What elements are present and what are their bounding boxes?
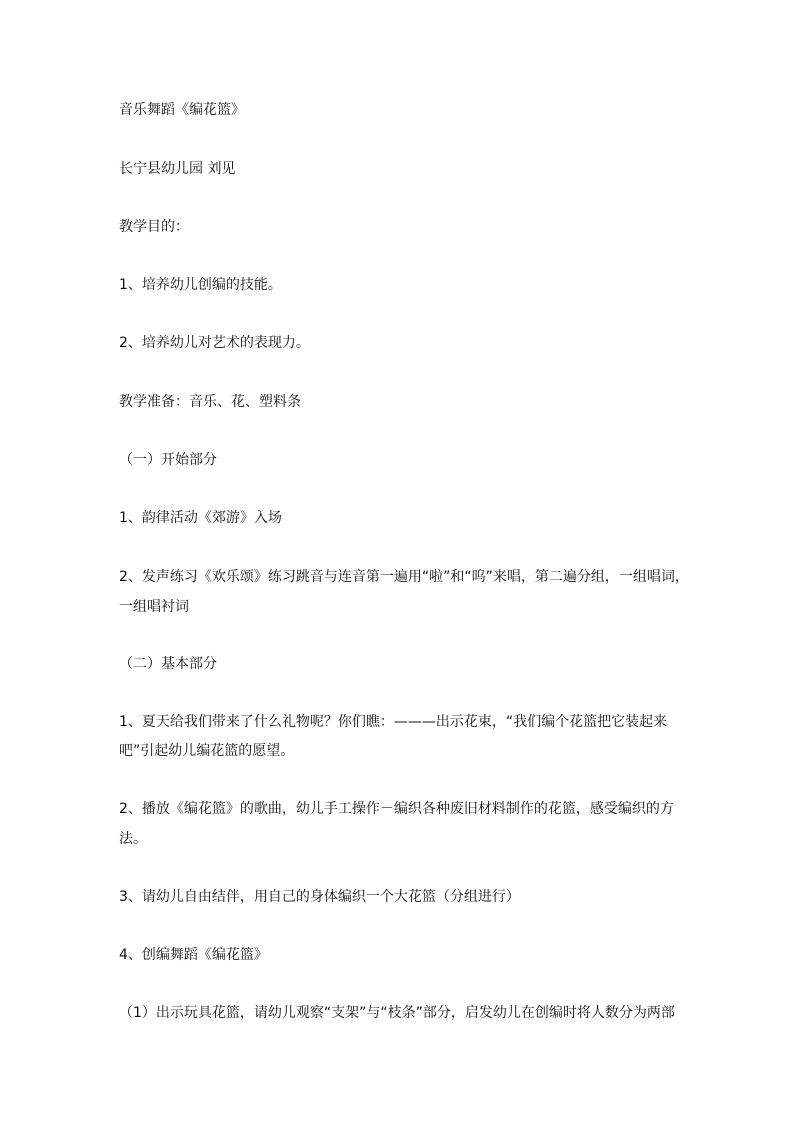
document-author: 长宁县幼儿园 刘见 [119, 161, 236, 177]
goals-heading: 教学目的： [119, 219, 189, 235]
basic-item-2-line-1: 2、播放《编花篮》的歌曲，幼儿手工操作－编织各种废旧材料制作的花篮，感受编织的方 [119, 801, 674, 817]
basic-item-1-line-1: 1、夏天给我们带来了什么礼物呢？你们瞧：———出示花束，“我们编个花篮把它装起来 [119, 714, 668, 730]
basic-item-4: 4、创编舞蹈《编花篮》 [119, 947, 268, 963]
goal-item-2: 2、培养幼儿对艺术的表现力。 [119, 335, 310, 351]
basic-item-2-line-2: 法。 [119, 831, 147, 847]
basic-item-3: 3、请幼儿自由结伴，用自己的身体编织一个大花篮（分组进行） [119, 889, 520, 905]
start-item-1: 1、韵律活动《郊游》入场 [119, 510, 282, 526]
teaching-preparation: 教学准备：音乐、花、塑料条 [119, 394, 301, 410]
section-heading-start: （一）开始部分 [119, 452, 217, 468]
document-title: 音乐舞蹈《编花篮》 [119, 102, 245, 118]
start-item-2-line-1: 2、发声练习《欢乐颂》练习跳音与连音第一遍用“啦”和“呜”来唱，第二遍分组，一组唱词， [119, 569, 689, 585]
section-heading-basic: （二）基本部分 [119, 656, 217, 672]
goal-item-1: 1、培养幼儿创编的技能。 [119, 277, 282, 293]
start-item-2-line-2: 一组唱衬词 [119, 599, 189, 615]
basic-item-1-line-2: 吧”引起幼儿编花篮的愿望。 [119, 743, 295, 759]
basic-item-4-sub-1: （1）出示玩具花篮，请幼儿观察“支架”与“枝条”部分，启发幼儿在创编时将人数分为两部 [119, 1005, 675, 1021]
